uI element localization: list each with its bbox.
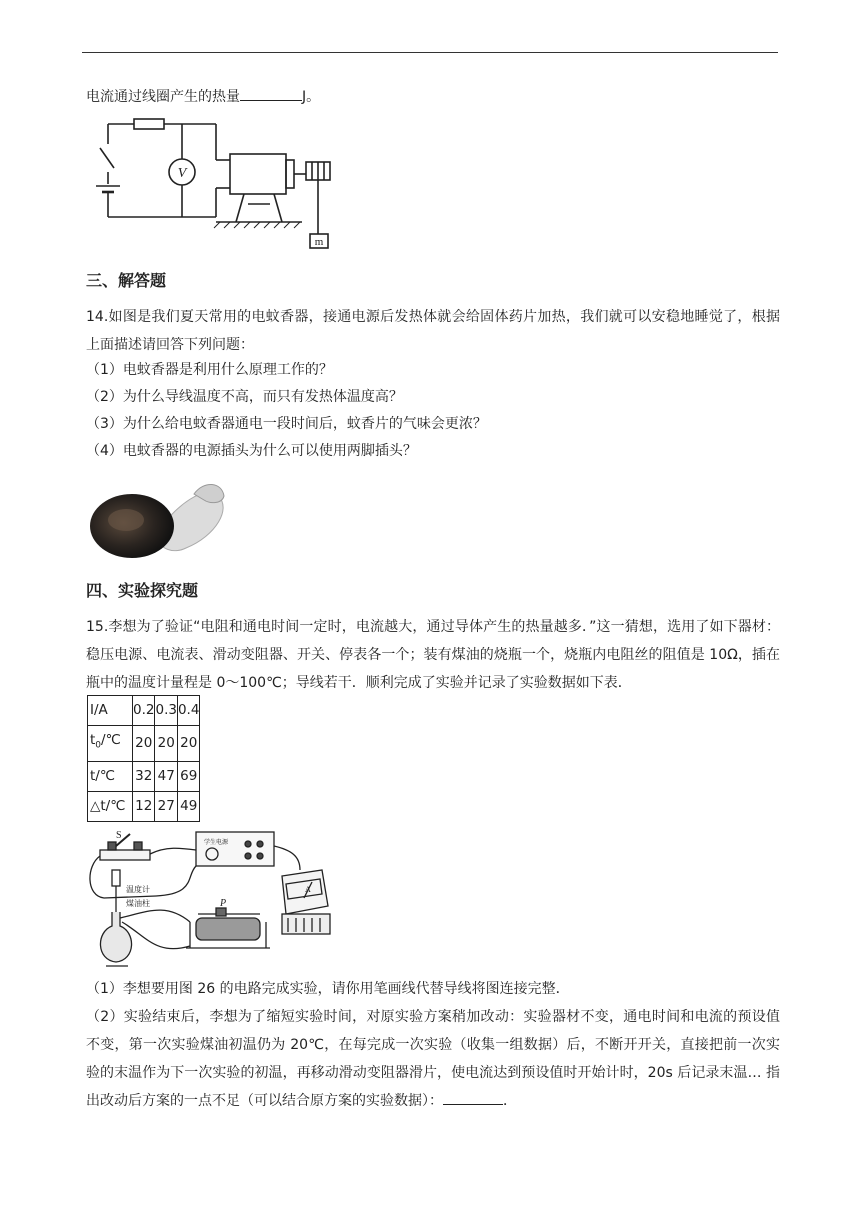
q14-item-3: （3）为什么给电蚊香器通电一段时间后，蚊香片的气味会更浓？ (86, 416, 487, 432)
experiment-apparatus-figure (86, 826, 336, 974)
mosquito-repeller-image (86, 474, 246, 566)
table-cell: 0.3 (155, 696, 177, 726)
q14-item-4: （4）电蚊香器的电源插头为什么可以使用两脚插头？ (86, 443, 417, 459)
q13-text: 电流通过线圈产生的热量 (86, 89, 240, 105)
table-row (88, 726, 200, 762)
table-row (88, 791, 200, 821)
thermometer-label: 温度计 (126, 885, 150, 894)
table-header-cell: t/℃ (88, 761, 133, 791)
table-cell: 20 (133, 726, 155, 762)
q15-data-table (87, 695, 200, 822)
q15-stem: 15.李想为了验证“电阻和通电时间一定时，电流越大，通过导体产生的热量越多．”这一猜想，选用了如下器材：稳压电源、电流表、滑动变阻器、开关、停表各一个；装有煤油的烧瓶一个，烧瓶内电阻丝的阻值是 10Ω，插在瓶中的温度计量程是 0～100℃；导线若干．顺利完成了实验并记录了实验数据如下表． (86, 619, 780, 691)
section-3-heading: 三、解答题 (86, 271, 167, 290)
table-cell: 20 (155, 726, 177, 762)
q14-stem: 14.如图是我们夏天常用的电蚊香器，接通电源后发热体就会给固体药片加热，我们就可以安稳地睡觉了，根据上面描述请回答下列问题： (86, 309, 780, 353)
voltmeter-label: V (177, 166, 187, 181)
table-cell: 49 (177, 791, 199, 821)
motor-circuit-figure (86, 114, 346, 254)
switch-lever (100, 148, 114, 168)
table-header-cell: $t_0/℃$ (88, 726, 133, 762)
rheostat-slider (216, 908, 226, 916)
q15-answer-blank[interactable] (443, 1090, 503, 1105)
q15-part-2-end: ． (503, 1093, 517, 1109)
table-cell: 12 (133, 791, 155, 821)
table-row (88, 696, 200, 726)
q13-unit: J。 (302, 89, 321, 105)
table-row (88, 761, 200, 791)
kerosene-label: 煤油柱 (126, 899, 150, 908)
q14-item-1: （1）电蚊香器是利用什么原理工作的？ (86, 362, 333, 378)
table-cell: 20 (177, 726, 199, 762)
table-cell: 47 (155, 761, 177, 791)
q15-part-1: （1）李想要用图 26 的电路完成实验，请你用笔画线代替导线将图连接完整． (86, 981, 570, 997)
section-4-heading: 四、实验探究题 (86, 581, 199, 600)
slider-label: P (220, 898, 227, 909)
q15-part-2-text: （2）实验结束后，李想为了缩短实验时间，对原实验方案稍加改动：实验器材不变，通电时间和电流的预设值不变，第一次实验煤油初温仍为 20℃，在每完成一次实验（收集一组数据）后，不断开开关，直接把前一次实验的末温作为下一次实验的初温，再移动滑动变阻器滑片，使电流达到预设值时开始计时，20s 后记录末温… 指出改动后方案的一点不足（可以结合原方案的实验数据）： (86, 1009, 780, 1109)
table-cell: 69 (177, 761, 199, 791)
ammeter-label: A (305, 885, 311, 894)
table-cell: 0.4 (177, 696, 199, 726)
rheostat-coil (196, 918, 260, 940)
mass-label: m (314, 236, 324, 248)
kerosene-flask (100, 912, 131, 962)
table-header-cell: △t/℃ (88, 791, 133, 821)
power-supply-label: 学生电源 (204, 839, 229, 846)
switch-label: S (116, 830, 122, 841)
switch-base (100, 850, 150, 860)
q13-answer-line (86, 86, 320, 107)
table-cell: 27 (155, 791, 177, 821)
resistor (134, 119, 164, 129)
q13-answer-blank[interactable] (240, 86, 302, 101)
motor-body (230, 154, 286, 194)
header-rule (82, 52, 778, 53)
q14-item-2: （2）为什么导线温度不高，而只有发热体温度高？ (86, 389, 403, 405)
table-cell: 0.2 (133, 696, 155, 726)
q15-part-2 (86, 1003, 780, 1115)
table-header-cell: I/A (88, 696, 133, 726)
table-cell: 32 (133, 761, 155, 791)
